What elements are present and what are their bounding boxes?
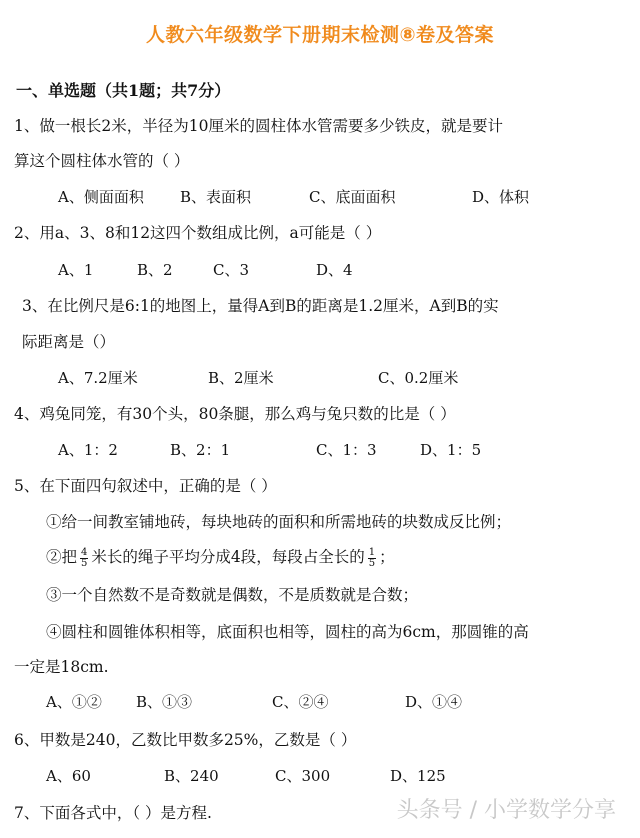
- fraction-one-fifth: [368, 548, 376, 569]
- fraction-denominator: 5: [368, 557, 376, 569]
- q5-statement-2: [46, 545, 395, 569]
- q2-option-c: C、3: [213, 261, 250, 279]
- q4-option-c: C、1：3: [316, 441, 377, 459]
- q4-line1: 4、鸡兔同笼，有30个头，80条腿，那么鸡与兔只数的比是（ ）: [14, 405, 456, 423]
- q6-line1: 6、甲数是240，乙数比甲数多25%，乙数是（ ）: [14, 731, 357, 749]
- q5-statement-4-line2: 一定是18cm.: [14, 658, 109, 676]
- page-title: 人教六年级数学下册期末检测⑧卷及答案: [145, 24, 495, 46]
- q5-statement-3: ③一个自然数不是奇数就是偶数，不是质数就是合数；: [46, 586, 419, 604]
- fraction-numerator: 1: [368, 546, 376, 558]
- q5-option-c: C、②④: [272, 693, 329, 711]
- q2-line1: 2、用a、3、8和12这四个数组成比例，a可能是（ ）: [14, 224, 382, 242]
- q6-option-c: C、300: [275, 767, 331, 785]
- q2-option-b: B、2: [137, 261, 173, 279]
- q5-option-d: D、①④: [405, 693, 463, 711]
- q1-option-a: A、侧面面积: [58, 188, 144, 206]
- fraction-numerator: 4: [81, 546, 88, 558]
- q3-line1: 3、在比例尺是6:1的地图上，量得A到B的距离是1.2厘米，A到B的实: [22, 297, 499, 315]
- q3-option-a: A、7.2厘米: [58, 369, 138, 387]
- q3-option-b: B、2厘米: [208, 369, 274, 387]
- q5-s2-prefix: ②把: [46, 548, 78, 566]
- q5-statement-4-line1: ④圆柱和圆锥体积相等，底面积也相等，圆柱的高为6cm，那圆锥的高: [46, 623, 529, 641]
- q5-line1: 5、在下面四句叙述中，正确的是（ ）: [14, 477, 277, 495]
- q1-line2: 算这个圆柱体水管的（ ）: [14, 152, 190, 170]
- q6-option-d: D、125: [390, 767, 446, 785]
- q4-option-a: A、1：2: [58, 441, 118, 459]
- q7-line1: 7、下面各式中，（ ）是方程.: [14, 804, 212, 822]
- q5-option-a: A、①②: [46, 693, 102, 711]
- q1-option-b: B、表面积: [180, 188, 252, 206]
- fraction-denominator: 5: [81, 557, 88, 569]
- q2-option-d: D、4: [316, 261, 353, 279]
- q4-option-b: B、2：1: [170, 441, 231, 459]
- q4-option-d: D、1：5: [420, 441, 482, 459]
- fraction-four-fifths: [80, 548, 88, 569]
- q1-option-c: C、底面面积: [309, 188, 396, 206]
- q3-option-c: C、0.2厘米: [378, 369, 459, 387]
- q6-option-b: B、240: [164, 767, 219, 785]
- q5-s2-suffix: ；: [379, 548, 395, 566]
- q1-option-d: D、体积: [472, 188, 530, 206]
- section-heading: 一、单选题（共1题；共7分）: [16, 81, 231, 100]
- q2-option-a: A、1: [58, 261, 94, 279]
- q5-statement-1: ①给一间教室铺地砖，每块地砖的面积和所需地砖的块数成反比例；: [46, 513, 512, 531]
- q5-option-b: B、①③: [136, 693, 193, 711]
- q6-option-a: A、60: [46, 767, 91, 785]
- q3-line2: 际距离是（）: [22, 333, 116, 351]
- q5-s2-middle: 米长的绳子平均分成4段，每段占全长的: [91, 548, 365, 566]
- q1-line1: 1、做一根长2米，半径为10厘米的圆柱体水管需要多少铁皮，就是要计: [14, 117, 503, 135]
- watermark: 头条号 / 小学数学分享: [396, 798, 616, 823]
